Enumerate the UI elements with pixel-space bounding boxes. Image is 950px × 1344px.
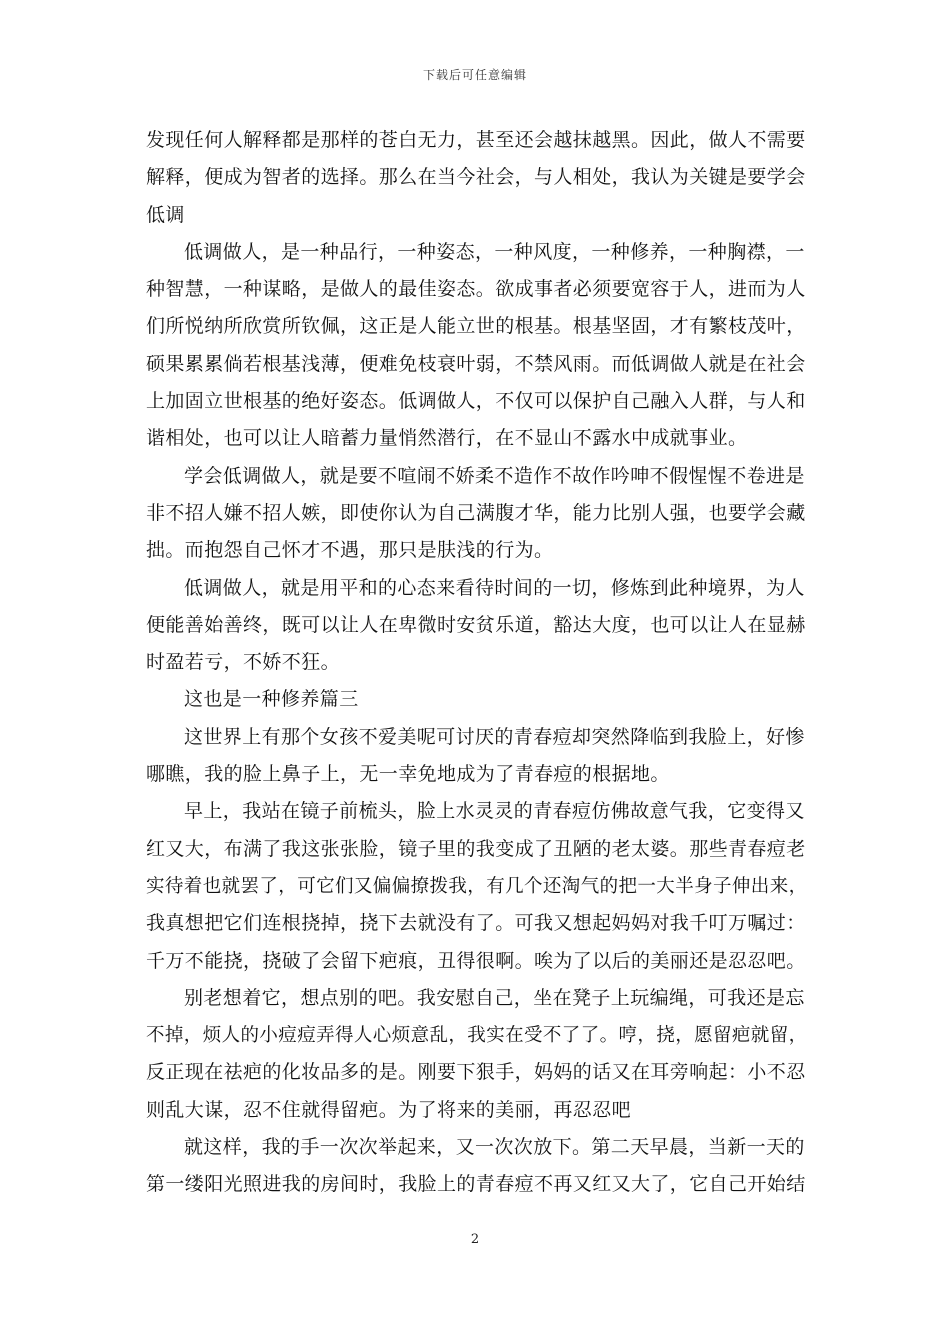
text-line-content: 时盈若亏，不娇不狂。 xyxy=(146,651,341,674)
text-line-content: 解释，便成为智者的选择。那么在当今社会，与人相处，我认为关键是要学会 xyxy=(146,166,806,189)
text-line-content: 红又大，布满了我这张张脸，镜子里的我变成了丑陋的老太婆。那些青春痘老 xyxy=(146,837,806,860)
text-line xyxy=(146,1166,808,1203)
text-line-content: 上加固立世根基的绝好姿态。低调做人，不仅可以保护自己融入人群，与人和 xyxy=(146,390,806,413)
text-line xyxy=(146,1054,808,1091)
text-line xyxy=(146,1017,808,1054)
text-line-content: 非不招人嫌不招人嫉，即使你认为自己满腹才华，能力比别人强，也要学会藏 xyxy=(146,501,806,524)
text-line xyxy=(146,1092,808,1129)
text-line-content: 千万不能挠，挠破了会留下疤痕，丑得很啊。唉为了以后的美丽还是忍忍吧。 xyxy=(146,949,806,972)
text-line xyxy=(146,383,808,420)
text-line xyxy=(146,570,808,607)
text-line-content: 就这样，我的手一次次举起来，又一次次放下。第二天早晨，当新一天的 xyxy=(184,1136,805,1159)
text-line xyxy=(146,793,808,830)
text-line xyxy=(146,197,808,234)
text-line xyxy=(146,271,808,308)
text-line xyxy=(146,1129,808,1166)
page-header: 下载后可任意编辑 xyxy=(422,68,527,82)
text-line xyxy=(146,681,808,718)
text-line-content: 谐相处，也可以让人暗蓄力量悄然潜行，在不显山不露水中成就事业。 xyxy=(146,427,748,450)
text-line xyxy=(146,122,808,159)
text-line-content: 低调 xyxy=(146,203,185,226)
text-line-content: 则乱大谋，忍不住就得留疤。为了将来的美丽，再忍忍吧 xyxy=(146,1098,632,1121)
text-line-content: 硕果累累倘若根基浅薄，便难免枝衰叶弱，不禁风雨。而低调做人就是在社会 xyxy=(146,352,806,375)
text-line-content: 实待着也就罢了，可它们又偏偏撩拨我，有几个还淘气的把一大半身子伸出来， xyxy=(146,875,808,897)
text-line-content: 哪瞧，我的脸上鼻子上，无一幸免地成为了青春痘的根据地。 xyxy=(146,763,670,786)
text-line xyxy=(146,159,808,196)
text-line xyxy=(146,346,808,383)
text-line xyxy=(146,532,808,569)
text-line xyxy=(146,756,808,793)
text-line xyxy=(146,980,808,1017)
text-line-content: 便能善始善终，既可以让人在卑微时安贫乐道，豁达大度，也可以让人在显赫 xyxy=(146,613,806,636)
text-line xyxy=(146,868,808,905)
text-line-content: 这世界上有那个女孩不爱美呢可讨厌的青春痘却突然降临到我脸上，好惨 xyxy=(184,725,805,748)
text-line xyxy=(146,607,808,644)
text-line-content: 反正现在祛疤的化妆品多的是。刚要下狠手，妈妈的话又在耳旁响起：小不忍 xyxy=(146,1061,806,1084)
text-line-content: 种智慧，一种谋略，是做人的最佳姿态。欲成事者必须要宽容于人，进而为人 xyxy=(146,278,806,301)
text-line-content: 不掉，烦人的小痘痘弄得人心烦意乱，我实在受不了了。哼，挠，愿留疤就留， xyxy=(146,1025,808,1047)
text-line-content: 别老想着它，想点别的吧。我安慰自己，坐在凳子上玩编绳，可我还是忘 xyxy=(184,986,805,1009)
text-line xyxy=(146,831,808,868)
text-line-content: 学会低调做人，就是要不喧闹不娇柔不造作不故作吟呻不假惺惺不卷进是 xyxy=(184,464,805,487)
text-line-content: 第一缕阳光照进我的房间时，我脸上的青春痘不再又红又大了，它自己开始结 xyxy=(146,1173,806,1196)
text-line-content: 这也是一种修养篇三 xyxy=(184,688,359,711)
text-line-content: 我真想把它们连根挠掉，挠下去就没有了。可我又想起妈妈对我千叮万嘱过： xyxy=(146,912,806,935)
text-line-content: 发现任何人解释都是那样的苍白无力，甚至还会越抹越黑。因此，做人不需要 xyxy=(146,129,806,151)
text-line xyxy=(146,458,808,495)
text-line xyxy=(146,644,808,681)
page-number: 2 xyxy=(470,1232,480,1247)
text-line-content: 们所悦纳所欣赏所钦佩，这正是人能立世的根基。根基坚固，才有繁枝茂叶， xyxy=(146,315,806,338)
text-line-content: 低调做人，是一种品行，一种姿态，一种风度，一种修养，一种胸襟，一 xyxy=(184,240,805,263)
text-line xyxy=(146,943,808,980)
text-line-content: 拙。而抱怨自己怀才不遇，那只是肤浅的行为。 xyxy=(146,539,554,562)
text-line-content: 早上，我站在镜子前梳头，脸上水灵灵的青春痘仿佛故意气我，它变得又 xyxy=(184,800,805,823)
document-body xyxy=(146,122,808,1204)
text-line xyxy=(146,420,808,457)
text-line-content: 低调做人，就是用平和的心态来看待时间的一切，修炼到此种境界，为人 xyxy=(184,576,805,599)
text-line xyxy=(146,719,808,756)
text-line xyxy=(146,308,808,345)
text-line xyxy=(146,234,808,271)
text-line xyxy=(146,905,808,942)
text-line xyxy=(146,495,808,532)
